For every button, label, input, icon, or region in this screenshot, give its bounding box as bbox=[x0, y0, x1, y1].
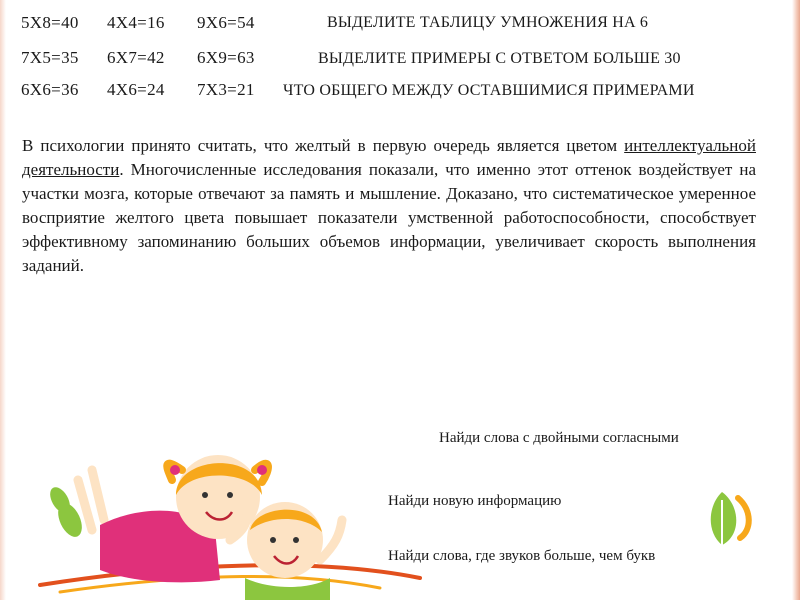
hint-new-information: Найди новую информацию bbox=[388, 493, 562, 509]
task-instruction-3: ЧТО ОБЩЕГО МЕЖДУ ОСТАВШИМИСЯ ПРИМЕРАМИ bbox=[283, 82, 695, 99]
equation: 6X7=42 bbox=[107, 48, 165, 67]
equation: 7X5=35 bbox=[21, 48, 79, 67]
equation: 9X6=54 bbox=[197, 13, 255, 32]
ground-swoosh bbox=[40, 565, 420, 585]
underlined-phrase: интеллектуальной деятельности bbox=[22, 136, 756, 179]
equation: 6X6=36 bbox=[21, 80, 79, 99]
girl-figure bbox=[46, 455, 268, 582]
hint-double-consonants: Найди слова с двойными согласными bbox=[439, 430, 679, 446]
hint-sounds-vs-letters: Найди слова, где звуков больше, чем букв bbox=[388, 548, 656, 564]
task-instruction-2: ВЫДЕЛИТЕ ПРИМЕРЫ С ОТВЕТОМ БОЛЬШЕ 30 bbox=[318, 50, 681, 67]
boy-figure bbox=[245, 502, 342, 600]
equation: 5X8=40 bbox=[21, 13, 79, 32]
equation: 7X3=21 bbox=[197, 80, 255, 99]
ground-swoosh bbox=[60, 576, 380, 592]
leaf-decoration bbox=[711, 492, 749, 552]
equation: 4X6=24 bbox=[107, 80, 165, 99]
equation: 4X4=16 bbox=[107, 13, 165, 32]
equation: 6X9=63 bbox=[197, 48, 255, 67]
paragraph-text: . Многочисленные исследования показали, что именно этот оттенок воздействует на участки мозга, которые отвечают за память и мышление. Доказано, что систематическое умеренное восприятие желтого цвета повышает показатели умственной работоспособности, способствует эффективному запоминанию больших объемов информации, увеличивает скорость выполнения заданий. bbox=[22, 160, 756, 275]
paragraph-text: В психологии принято считать, что желтый в первую очередь является цветом bbox=[22, 136, 625, 155]
task-instruction-1: ВЫДЕЛИТЕ ТАБЛИЦУ УМНОЖЕНИЯ НА 6 bbox=[327, 14, 649, 31]
